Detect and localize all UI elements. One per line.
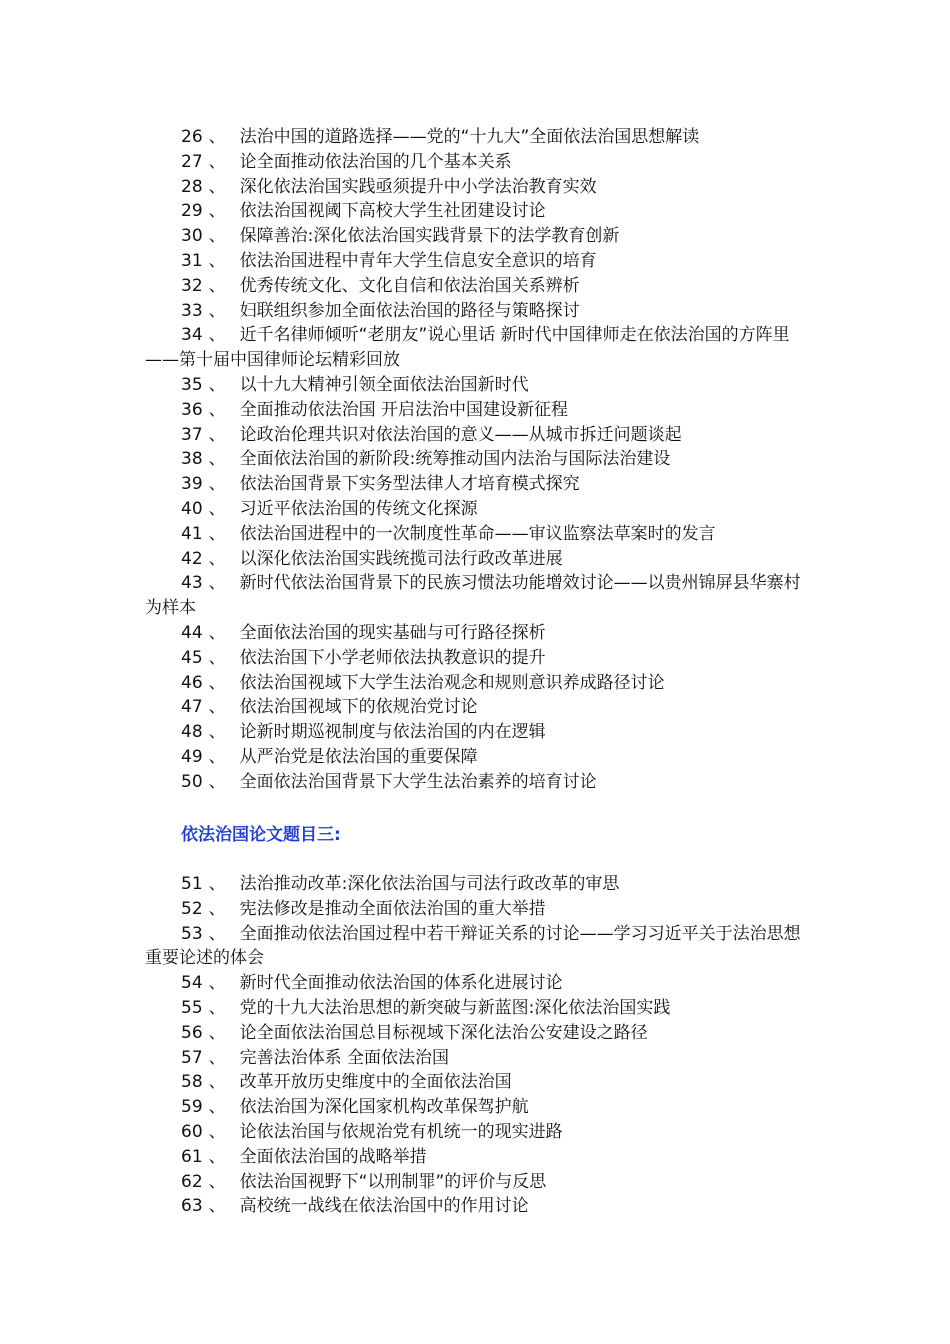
item-separator: 、 bbox=[208, 622, 226, 643]
list-item bbox=[145, 1120, 810, 1145]
item-title: 妇联组织参加全面依法治国的路径与策略探讨 bbox=[239, 300, 580, 321]
item-separator: 、 bbox=[208, 874, 226, 894]
item-separator: 、 bbox=[208, 1146, 226, 1167]
list-item bbox=[145, 922, 810, 972]
item-title: 论依法治国与依规治党有机统一的现实进路 bbox=[239, 1121, 563, 1142]
item-separator: 、 bbox=[208, 127, 226, 147]
item-number: 61 bbox=[181, 1146, 203, 1167]
item-number: 33 bbox=[181, 300, 203, 321]
item-title: 改革开放历史维度中的全面依法治国 bbox=[239, 1072, 512, 1093]
list-item bbox=[145, 571, 810, 621]
item-title: 以深化依法治国实践统揽司法行政改革进展 bbox=[239, 548, 563, 569]
item-separator: 、 bbox=[208, 672, 226, 693]
item-number: 41 bbox=[181, 523, 203, 544]
list-item bbox=[145, 745, 810, 770]
item-number: 42 bbox=[181, 548, 203, 569]
item-separator: 、 bbox=[208, 647, 226, 668]
item-title: 全面推动依法治国 开启法治中国建设新征程 bbox=[239, 399, 569, 420]
list-item bbox=[145, 447, 810, 472]
item-number: 57 bbox=[181, 1047, 203, 1068]
item-number: 40 bbox=[181, 498, 203, 519]
item-separator: 、 bbox=[208, 548, 226, 569]
item-separator: 、 bbox=[208, 275, 226, 296]
item-title: 依法治国下小学老师依法执教意识的提升 bbox=[239, 647, 546, 668]
item-number: 63 bbox=[181, 1196, 203, 1217]
list-item bbox=[145, 224, 810, 249]
list-item bbox=[145, 472, 810, 497]
list-item bbox=[145, 547, 810, 572]
list-item bbox=[145, 1021, 810, 1046]
item-title: 论全面依法治国总目标视域下深化法治公安建设之路径 bbox=[239, 1022, 648, 1043]
item-separator: 、 bbox=[208, 399, 226, 420]
item-separator: 、 bbox=[208, 226, 226, 247]
item-number: 44 bbox=[181, 622, 203, 643]
item-title: 论新时期巡视制度与依法治国的内在逻辑 bbox=[239, 722, 546, 743]
item-title: 法治推动改革:深化依法治国与司法行政改革的审思 bbox=[239, 874, 620, 894]
list-item bbox=[145, 621, 810, 646]
item-number: 59 bbox=[181, 1097, 203, 1118]
item-number: 27 bbox=[181, 151, 203, 172]
item-separator: 、 bbox=[208, 151, 226, 172]
item-separator: 、 bbox=[208, 374, 226, 395]
item-title: 习近平依法治国的传统文化探源 bbox=[239, 498, 478, 519]
item-separator: 、 bbox=[208, 1097, 226, 1118]
item-separator: 、 bbox=[208, 1072, 226, 1093]
item-number: 60 bbox=[181, 1121, 203, 1142]
item-number: 31 bbox=[181, 250, 203, 271]
list-item bbox=[145, 897, 810, 922]
item-separator: 、 bbox=[208, 523, 226, 544]
item-title: 完善法治体系 全面依法治国 bbox=[239, 1047, 450, 1068]
list-item bbox=[145, 522, 810, 547]
item-separator: 、 bbox=[208, 1196, 226, 1217]
item-title: 依法治国进程中青年大学生信息安全意识的培育 bbox=[239, 250, 597, 271]
item-separator: 、 bbox=[208, 973, 226, 994]
item-title: 近千名律师倾听“老朋友”说心里话 新时代中国律师走在依法治国的方阵里——第十届中国律师论坛精彩回放 bbox=[145, 325, 790, 371]
list-item bbox=[145, 497, 810, 522]
item-separator: 、 bbox=[208, 300, 226, 321]
item-separator: 、 bbox=[208, 449, 226, 470]
item-number: 49 bbox=[181, 746, 203, 767]
item-number: 62 bbox=[181, 1171, 203, 1192]
item-number: 39 bbox=[181, 474, 203, 495]
item-title: 全面依法治国的现实基础与可行路径探析 bbox=[239, 622, 546, 643]
item-number: 45 bbox=[181, 647, 203, 668]
item-title: 依法治国背景下实务型法律人才培育模式探究 bbox=[239, 474, 580, 495]
item-number: 48 bbox=[181, 722, 203, 743]
list-item bbox=[145, 125, 810, 150]
item-separator: 、 bbox=[208, 997, 226, 1018]
item-title: 依法治国为深化国家机构改革保驾护航 bbox=[239, 1097, 529, 1118]
list-item bbox=[145, 1095, 810, 1120]
item-title: 依法治国视野下“以刑制罪”的评价与反思 bbox=[239, 1171, 547, 1192]
section-heading: 依法治国论文题目三: bbox=[181, 825, 341, 845]
item-number: 56 bbox=[181, 1022, 203, 1043]
list-item bbox=[145, 1170, 810, 1195]
list-item bbox=[145, 175, 810, 200]
item-number: 50 bbox=[181, 771, 203, 792]
list-item bbox=[145, 770, 810, 795]
item-separator: 、 bbox=[208, 746, 226, 767]
item-title: 依法治国视域下的依规治党讨论 bbox=[239, 697, 478, 718]
item-title: 论政治伦理共识对依法治国的意义——从城市拆迁问题谈起 bbox=[239, 424, 682, 445]
item-separator: 、 bbox=[208, 923, 226, 944]
item-number: 35 bbox=[181, 374, 203, 395]
item-separator: 、 bbox=[208, 250, 226, 271]
item-separator: 、 bbox=[208, 1121, 226, 1142]
item-number: 26 bbox=[181, 127, 203, 147]
item-number: 47 bbox=[181, 697, 203, 718]
item-title: 全面依法治国的战略举措 bbox=[239, 1146, 427, 1167]
list-item bbox=[145, 1145, 810, 1170]
item-title: 新时代依法治国背景下的民族习惯法功能增效讨论——以贵州锦屏县华寨村为样本 bbox=[145, 573, 801, 619]
item-number: 46 bbox=[181, 672, 203, 693]
item-separator: 、 bbox=[208, 573, 226, 594]
item-separator: 、 bbox=[208, 424, 226, 445]
item-title: 论全面推动依法治国的几个基本关系 bbox=[239, 151, 512, 172]
item-number: 55 bbox=[181, 997, 203, 1018]
item-number: 58 bbox=[181, 1072, 203, 1093]
item-number: 54 bbox=[181, 973, 203, 994]
title-list-part-two bbox=[145, 125, 810, 795]
item-title: 法治中国的道路选择——党的“十九大”全面依法治国思想解读 bbox=[239, 127, 700, 147]
list-item bbox=[145, 1046, 810, 1071]
item-separator: 、 bbox=[208, 771, 226, 792]
list-item bbox=[145, 996, 810, 1021]
item-number: 30 bbox=[181, 226, 203, 247]
item-title: 高校统一战线在依法治国中的作用讨论 bbox=[239, 1196, 529, 1217]
item-separator: 、 bbox=[208, 1047, 226, 1068]
item-separator: 、 bbox=[208, 201, 226, 222]
title-list-part-three bbox=[145, 872, 810, 1219]
item-number: 53 bbox=[181, 923, 203, 944]
list-item bbox=[145, 720, 810, 745]
item-title: 以十九大精神引领全面依法治国新时代 bbox=[239, 374, 529, 395]
list-item bbox=[145, 423, 810, 448]
list-item bbox=[145, 872, 810, 897]
item-number: 34 bbox=[181, 325, 203, 346]
list-item bbox=[145, 646, 810, 671]
item-title: 全面推动依法治国过程中若干辩证关系的讨论——学习习近平关于法治思想重要论述的体会 bbox=[145, 923, 801, 969]
item-number: 28 bbox=[181, 176, 203, 197]
item-separator: 、 bbox=[208, 697, 226, 718]
item-number: 52 bbox=[181, 898, 203, 919]
item-separator: 、 bbox=[208, 498, 226, 519]
item-title: 依法治国进程中的一次制度性革命——审议监察法草案时的发言 bbox=[239, 523, 716, 544]
item-separator: 、 bbox=[208, 1022, 226, 1043]
item-separator: 、 bbox=[208, 898, 226, 919]
item-number: 43 bbox=[181, 573, 203, 594]
list-item bbox=[145, 971, 810, 996]
item-title: 依法治国视域下大学生法治观念和规则意识养成路径讨论 bbox=[239, 672, 665, 693]
item-title: 宪法修改是推动全面依法治国的重大举措 bbox=[239, 898, 546, 919]
item-number: 29 bbox=[181, 201, 203, 222]
item-title: 从严治党是依法治国的重要保障 bbox=[239, 746, 478, 767]
item-title: 依法治国视阈下高校大学生社团建设讨论 bbox=[239, 201, 546, 222]
item-title: 优秀传统文化、文化自信和依法治国关系辨析 bbox=[239, 275, 580, 296]
list-item bbox=[145, 373, 810, 398]
list-item bbox=[145, 323, 810, 373]
list-item bbox=[145, 249, 810, 274]
item-number: 38 bbox=[181, 449, 203, 470]
item-title: 保障善治:深化依法治国实践背景下的法学教育创新 bbox=[239, 226, 620, 247]
list-item bbox=[145, 398, 810, 423]
item-title: 新时代全面推动依法治国的体系化进展讨论 bbox=[239, 973, 563, 994]
item-title: 全面依法治国背景下大学生法治素养的培育讨论 bbox=[239, 771, 597, 792]
list-item bbox=[145, 274, 810, 299]
list-item bbox=[145, 671, 810, 696]
list-item bbox=[145, 299, 810, 324]
list-item bbox=[145, 150, 810, 175]
item-separator: 、 bbox=[208, 722, 226, 743]
item-separator: 、 bbox=[208, 474, 226, 495]
item-separator: 、 bbox=[208, 176, 226, 197]
item-number: 51 bbox=[181, 874, 203, 894]
item-title: 党的十九大法治思想的新突破与新蓝图:深化依法治国实践 bbox=[239, 997, 671, 1018]
item-number: 36 bbox=[181, 399, 203, 420]
list-item bbox=[145, 695, 810, 720]
item-title: 全面依法治国的新阶段:统筹推动国内法治与国际法治建设 bbox=[239, 449, 671, 470]
item-number: 32 bbox=[181, 275, 203, 296]
list-item bbox=[145, 1194, 810, 1219]
item-separator: 、 bbox=[208, 325, 226, 346]
item-separator: 、 bbox=[208, 1171, 226, 1192]
item-title: 深化依法治国实践亟须提升中小学法治教育实效 bbox=[239, 176, 597, 197]
item-number: 37 bbox=[181, 424, 203, 445]
list-item bbox=[145, 1070, 810, 1095]
list-item bbox=[145, 199, 810, 224]
